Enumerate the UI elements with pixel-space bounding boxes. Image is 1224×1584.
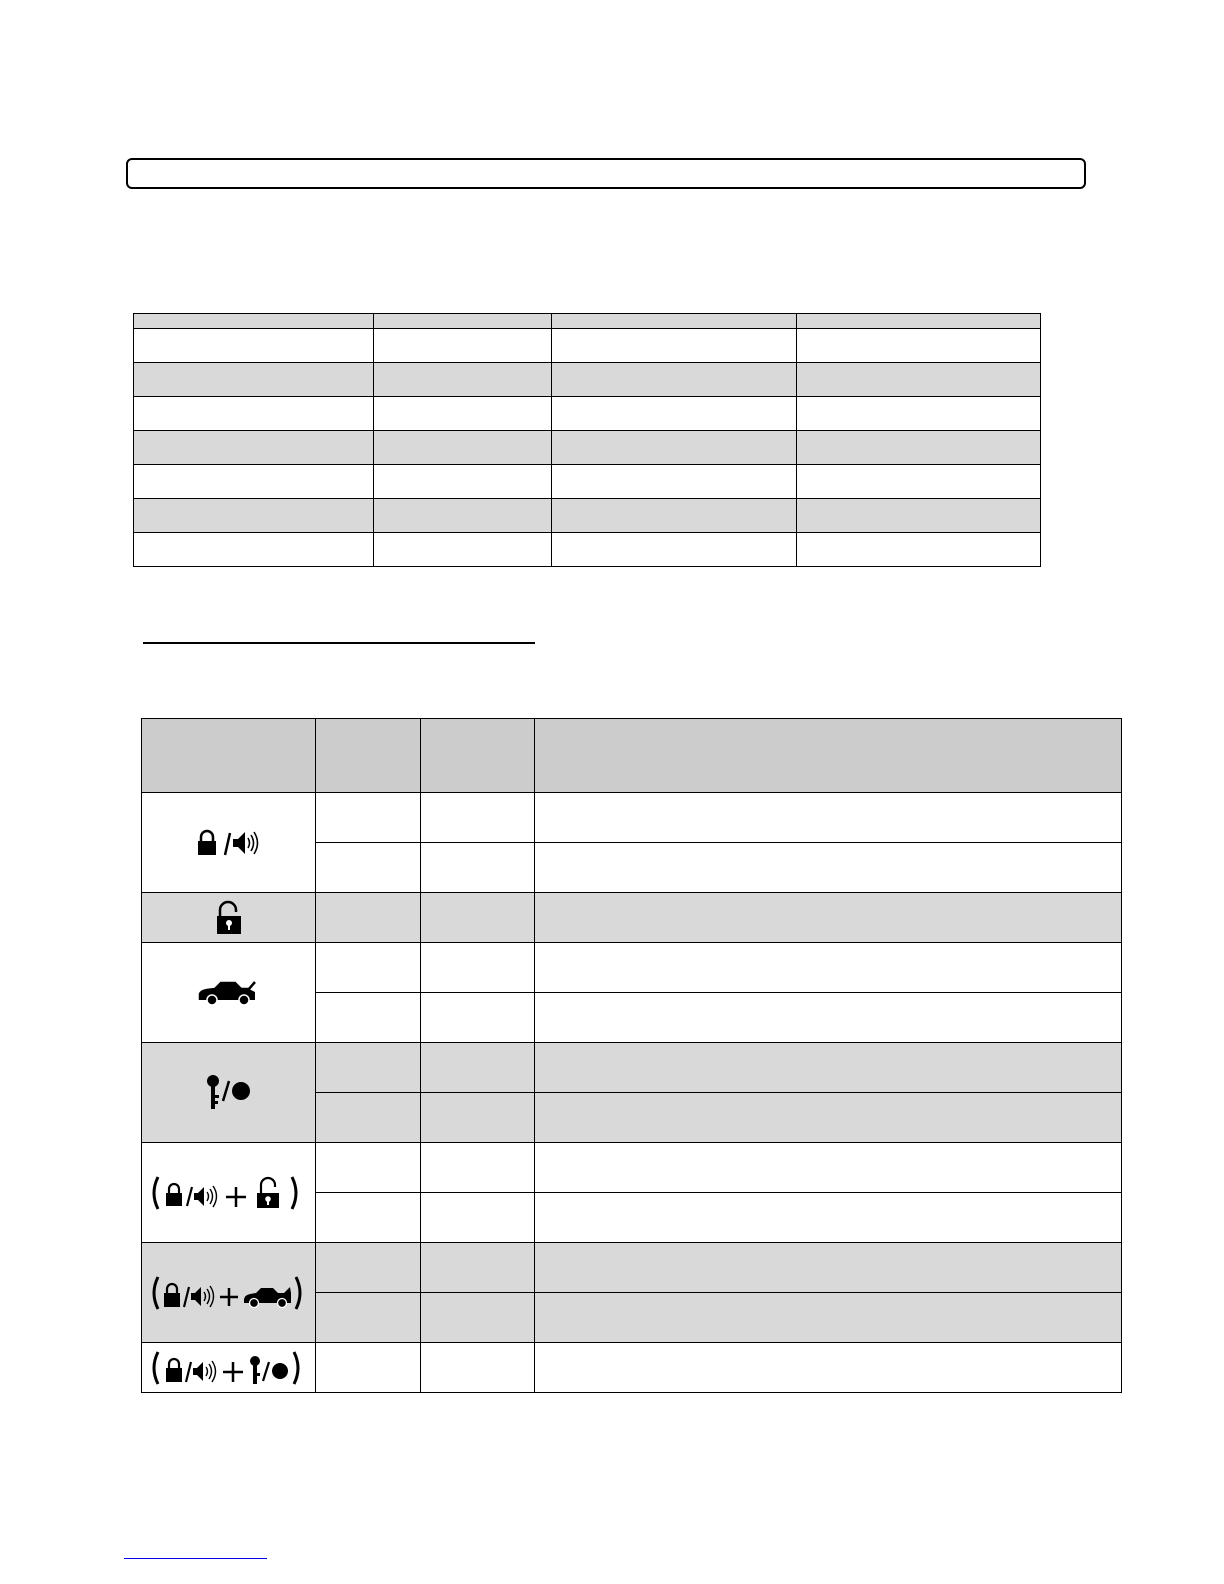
title-box xyxy=(126,158,1086,189)
table-cell xyxy=(134,397,374,431)
table-cell xyxy=(421,993,535,1043)
table-cell xyxy=(535,993,1122,1043)
table-cell xyxy=(552,329,797,363)
lock-icon xyxy=(166,1359,182,1382)
plus-icon xyxy=(220,1288,238,1306)
table-cell xyxy=(535,943,1122,993)
table-cell xyxy=(535,1243,1122,1293)
table-cell xyxy=(421,1143,535,1193)
table-header-cell xyxy=(374,314,552,329)
table-row xyxy=(134,499,1041,533)
table-header-row xyxy=(142,719,1122,793)
open-paren-icon xyxy=(154,1352,158,1384)
speaker-icon xyxy=(193,1361,216,1382)
table-header-row xyxy=(134,314,1041,329)
lock-icon xyxy=(164,1284,180,1307)
table-cell xyxy=(535,843,1122,893)
speaker-icon xyxy=(191,1286,214,1307)
table-cell xyxy=(535,1043,1122,1093)
slash-icon xyxy=(187,1187,192,1206)
key-icon xyxy=(250,1356,260,1384)
table-header-cell xyxy=(535,719,1122,793)
table-cell xyxy=(316,1293,421,1343)
table-cell xyxy=(552,499,797,533)
table-cell xyxy=(316,943,421,993)
table-row xyxy=(134,431,1041,465)
table-cell xyxy=(134,363,374,397)
table-row xyxy=(134,363,1041,397)
slash-icon xyxy=(186,1362,191,1382)
table-cell xyxy=(134,431,374,465)
table-cell xyxy=(316,893,421,943)
table-cell xyxy=(374,499,552,533)
table-cell xyxy=(421,893,535,943)
button-cell-unlock xyxy=(142,893,316,943)
table-cell xyxy=(374,329,552,363)
table-cell xyxy=(797,499,1041,533)
speaker-icon xyxy=(194,1186,217,1207)
table-cell xyxy=(374,397,552,431)
table-row xyxy=(142,1143,1122,1193)
table-row xyxy=(134,397,1041,431)
table-cell xyxy=(535,893,1122,943)
table-cell xyxy=(316,1093,421,1143)
table-header-cell xyxy=(797,314,1041,329)
table-cell xyxy=(535,1343,1122,1393)
table-header-cell xyxy=(134,314,374,329)
table-cell xyxy=(552,431,797,465)
open-paren-icon xyxy=(154,1277,158,1309)
button-cell-lock-plus-trunk xyxy=(142,1243,316,1343)
key-icon xyxy=(207,1075,219,1109)
table-cell xyxy=(421,1343,535,1393)
feature-table xyxy=(133,313,1041,567)
table-cell xyxy=(316,1143,421,1193)
plus-icon xyxy=(226,1187,246,1207)
section-heading-underline xyxy=(143,642,535,644)
table-cell xyxy=(316,993,421,1043)
table-cell xyxy=(797,465,1041,499)
table-cell xyxy=(421,1093,535,1143)
plus-icon xyxy=(223,1362,243,1382)
open-paren-icon xyxy=(154,1177,158,1209)
button-cell-lock-speaker xyxy=(142,793,316,893)
table-cell xyxy=(797,431,1041,465)
table-cell xyxy=(316,1193,421,1243)
slash-icon xyxy=(225,833,230,855)
table-cell xyxy=(421,1243,535,1293)
dot-icon xyxy=(232,1082,250,1100)
table-cell xyxy=(552,465,797,499)
table-row xyxy=(142,943,1122,993)
slash-icon xyxy=(184,1287,189,1307)
table-cell xyxy=(421,1193,535,1243)
table-cell xyxy=(535,1143,1122,1193)
lock-icon xyxy=(198,831,216,855)
table-cell xyxy=(374,363,552,397)
slash-icon xyxy=(223,1081,229,1101)
table-cell xyxy=(316,793,421,843)
table-cell xyxy=(316,843,421,893)
table-cell xyxy=(552,363,797,397)
table-cell xyxy=(797,397,1041,431)
table-cell xyxy=(374,533,552,567)
close-paren-icon xyxy=(294,1352,298,1384)
table-cell xyxy=(552,397,797,431)
speaker-icon xyxy=(233,832,258,854)
table-cell xyxy=(552,533,797,567)
table-header-cell xyxy=(142,719,316,793)
table-cell xyxy=(421,943,535,993)
table-cell xyxy=(421,1293,535,1343)
button-function-table xyxy=(141,718,1122,1393)
table-cell xyxy=(134,329,374,363)
table-cell xyxy=(316,1043,421,1093)
table-cell xyxy=(797,533,1041,567)
table-row xyxy=(134,533,1041,567)
button-cell-trunk xyxy=(142,943,316,1043)
table-cell xyxy=(797,363,1041,397)
table-cell xyxy=(134,465,374,499)
table-row xyxy=(134,465,1041,499)
trunk-car-icon xyxy=(244,1287,291,1308)
table-cell xyxy=(374,465,552,499)
lock-icon xyxy=(166,1184,182,1206)
table-cell xyxy=(316,1243,421,1293)
table-header-cell xyxy=(421,719,535,793)
table-cell xyxy=(797,329,1041,363)
button-cell-lock-plus-key xyxy=(142,1343,316,1393)
table-cell xyxy=(374,431,552,465)
table-cell xyxy=(535,793,1122,843)
table-row xyxy=(142,1343,1122,1393)
table-row xyxy=(142,1043,1122,1093)
slash-icon xyxy=(263,1362,269,1381)
table-cell xyxy=(421,1043,535,1093)
table-cell xyxy=(134,499,374,533)
table-header-cell xyxy=(552,314,797,329)
table-row xyxy=(142,893,1122,943)
table-row xyxy=(142,793,1122,843)
table-cell xyxy=(421,793,535,843)
table-cell xyxy=(316,1343,421,1393)
close-paren-icon xyxy=(292,1177,296,1209)
table-cell xyxy=(421,843,535,893)
footer-link[interactable] xyxy=(124,1558,267,1559)
unlock-icon xyxy=(257,1178,279,1208)
unlock-icon xyxy=(217,902,241,934)
trunk-car-icon xyxy=(200,982,255,1005)
table-cell xyxy=(535,1293,1122,1343)
button-cell-key-dot xyxy=(142,1043,316,1143)
table-cell xyxy=(134,533,374,567)
table-cell xyxy=(535,1093,1122,1143)
close-paren-icon xyxy=(296,1277,300,1309)
table-cell xyxy=(535,1193,1122,1243)
dot-icon xyxy=(272,1363,288,1379)
table-row xyxy=(134,329,1041,363)
table-header-cell xyxy=(316,719,421,793)
table-row xyxy=(142,1243,1122,1293)
button-cell-lock-plus-unlock xyxy=(142,1143,316,1243)
